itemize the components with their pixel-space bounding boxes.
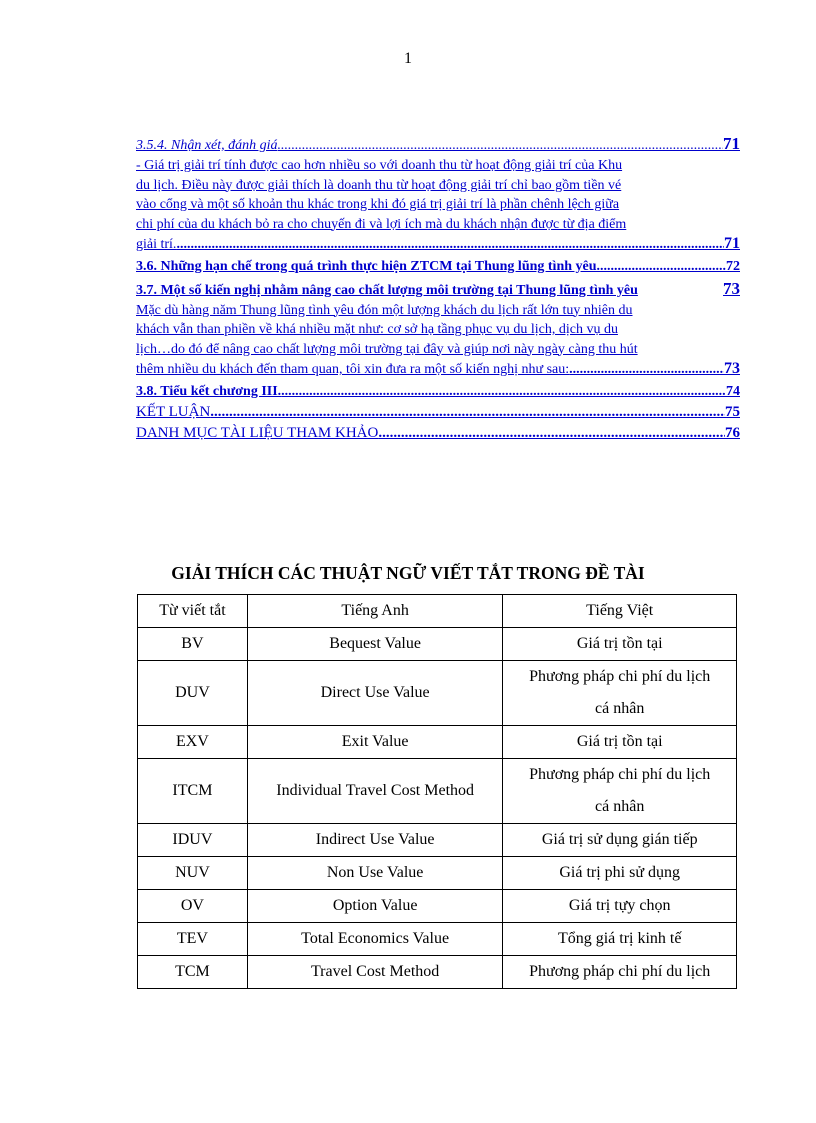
toc-entry-3-5-4[interactable] [136, 134, 740, 156]
toc-page-number: 71 [724, 235, 740, 252]
toc-leader-dots [569, 360, 724, 380]
toc-page-number: 72 [726, 258, 740, 274]
toc-entry-line: vào cổng và một số khoản thu khác trong khi đó giá trị giải trí là phần chênh lệch giữa [136, 197, 620, 212]
toc-page-number: 73 [723, 278, 740, 298]
cell-vietnamese: Giá trị sử dụng gián tiếp [503, 824, 737, 857]
toc-entry-3-8[interactable] [136, 382, 740, 402]
cell-english: Indirect Use Value [247, 824, 503, 857]
toc-entry-line: khách vẫn than phiền về khá nhiều mặt như: cơ sở hạ tầng phục vụ du lịch, dịch vụ du [136, 322, 618, 337]
cell-english: Direct Use Value [247, 661, 503, 726]
table-row [138, 890, 737, 923]
toc-entry-kien-nghi[interactable] [136, 301, 740, 380]
toc-leader-dots [278, 136, 723, 156]
cell-english: Non Use Value [247, 857, 503, 890]
toc-entry-text: KẾT LUẬN [136, 403, 211, 420]
header-english: Tiếng Anh [247, 595, 503, 628]
header-vietnamese: Tiếng Việt [503, 595, 737, 628]
toc-page-number: 74 [726, 383, 740, 399]
toc-entry-text: 3.6. Những hạn chế trong quá trình thực hiện ZTCM tại Thung lũng tình yêu. [136, 258, 601, 274]
table-row [138, 661, 737, 726]
cell-abbreviation: BV [138, 628, 248, 661]
cell-vietnamese-line: cá nhân [595, 700, 645, 717]
table-row [138, 923, 737, 956]
header-abbreviation: Từ viết tắt [138, 595, 248, 628]
toc-entry-text: 3.5.4. Nhận xét, đánh giá [136, 138, 278, 153]
cell-vietnamese: Giá trị phi sử dụng [503, 857, 737, 890]
toc-entry-line: Mặc dù hàng năm Thung lũng tình yêu đón một lượng khách du lịch rất lớn tuy nhiên du [136, 302, 633, 318]
cell-abbreviation: DUV [138, 661, 248, 726]
toc-page-number: 73 [724, 360, 740, 377]
cell-abbreviation: NUV [138, 857, 248, 890]
toc-page-number: 75 [725, 403, 740, 420]
toc-entry-line: thêm nhiều du khách đến tham quan, tôi xin đưa ra một số kiến nghị như sau: [136, 362, 570, 377]
toc-entry-line: giải trí. [136, 237, 177, 252]
toc-entry-line: du lịch. Điều này được giải thích là doanh thu từ hoạt động giải trí chỉ bao gồm tiền vé [136, 177, 622, 193]
toc-entry-giai-tri[interactable] [136, 156, 740, 255]
cell-abbreviation: EXV [138, 726, 248, 759]
cell-vietnamese-line: cá nhân [595, 798, 645, 815]
table-row [138, 726, 737, 759]
toc-leader-dots [176, 235, 724, 255]
toc-entry-ket-luan[interactable] [136, 402, 740, 423]
cell-abbreviation: TEV [138, 923, 248, 956]
cell-vietnamese: Giá trị tồn tại [503, 726, 737, 759]
toc-entry-3-6[interactable] [136, 257, 740, 277]
table-row [138, 956, 737, 989]
toc-entry-line: chi phí của du khách bỏ ra cho chuyến đi và lợi ích mà du khách nhận được từ địa điểm [136, 216, 627, 232]
cell-vietnamese: Tổng giá trị kinh tế [503, 923, 737, 956]
cell-vietnamese: Giá trị tồn tại [503, 628, 737, 661]
cell-vietnamese: Giá trị tựy chọn [503, 890, 737, 923]
page-number: 1 [404, 50, 412, 67]
cell-vietnamese-line: Phương pháp chi phí du lịch [529, 766, 711, 783]
cell-vietnamese-line: Phương pháp chi phí du lịch [529, 668, 711, 685]
toc-entry-3-7[interactable] [136, 279, 740, 301]
cell-english: Travel Cost Method [247, 956, 503, 989]
toc-entry-text: 3.7. Một số kiến nghị nhằm nâng cao chất lượng môi trường tại Thung lũng tình yêu [136, 282, 638, 298]
toc-entry-line: - Giá trị giải trí tính được cao hơn nhiều so với doanh thu từ hoạt động giải trí của Khu [136, 158, 623, 173]
cell-vietnamese: Phương pháp chi phí du lịch [503, 956, 737, 989]
table-header-row [138, 595, 737, 628]
cell-vietnamese [503, 759, 737, 824]
table-row [138, 628, 737, 661]
cell-english: Option Value [247, 890, 503, 923]
cell-english: Total Economics Value [247, 923, 503, 956]
table-row [138, 824, 737, 857]
cell-english: Individual Travel Cost Method [247, 759, 503, 824]
table-of-contents [136, 134, 740, 444]
toc-leader-dots [210, 402, 725, 423]
toc-entry-text: 3.8. Tiểu kết chương III. [136, 383, 282, 399]
cell-abbreviation: OV [138, 890, 248, 923]
table-row [138, 759, 737, 824]
toc-leader-dots [378, 423, 725, 444]
cell-abbreviation: IDUV [138, 824, 248, 857]
abbreviations-table [137, 594, 737, 989]
cell-vietnamese [503, 661, 737, 726]
toc-entry-text: DANH MỤC TÀI LIỆU THAM KHẢO [136, 424, 379, 441]
toc-page-number: 76 [725, 424, 740, 441]
cell-abbreviation: ITCM [138, 759, 248, 824]
toc-page-number: 71 [723, 134, 740, 153]
cell-abbreviation: TCM [138, 956, 248, 989]
toc-leader-dots [281, 382, 726, 402]
toc-entry-line: lịch…do đó để nâng cao chất lượng môi trường tại đây và giúp nơi này ngày càng thu hút [136, 341, 638, 357]
abbreviations-title: GIẢI THÍCH CÁC THUẬT NGỮ VIẾT TẮT TRONG ĐỀ TÀI [171, 563, 645, 583]
cell-english: Exit Value [247, 726, 503, 759]
toc-entry-tai-lieu[interactable] [136, 423, 740, 444]
table-row [138, 857, 737, 890]
cell-english: Bequest Value [247, 628, 503, 661]
toc-leader-dots [600, 257, 726, 277]
